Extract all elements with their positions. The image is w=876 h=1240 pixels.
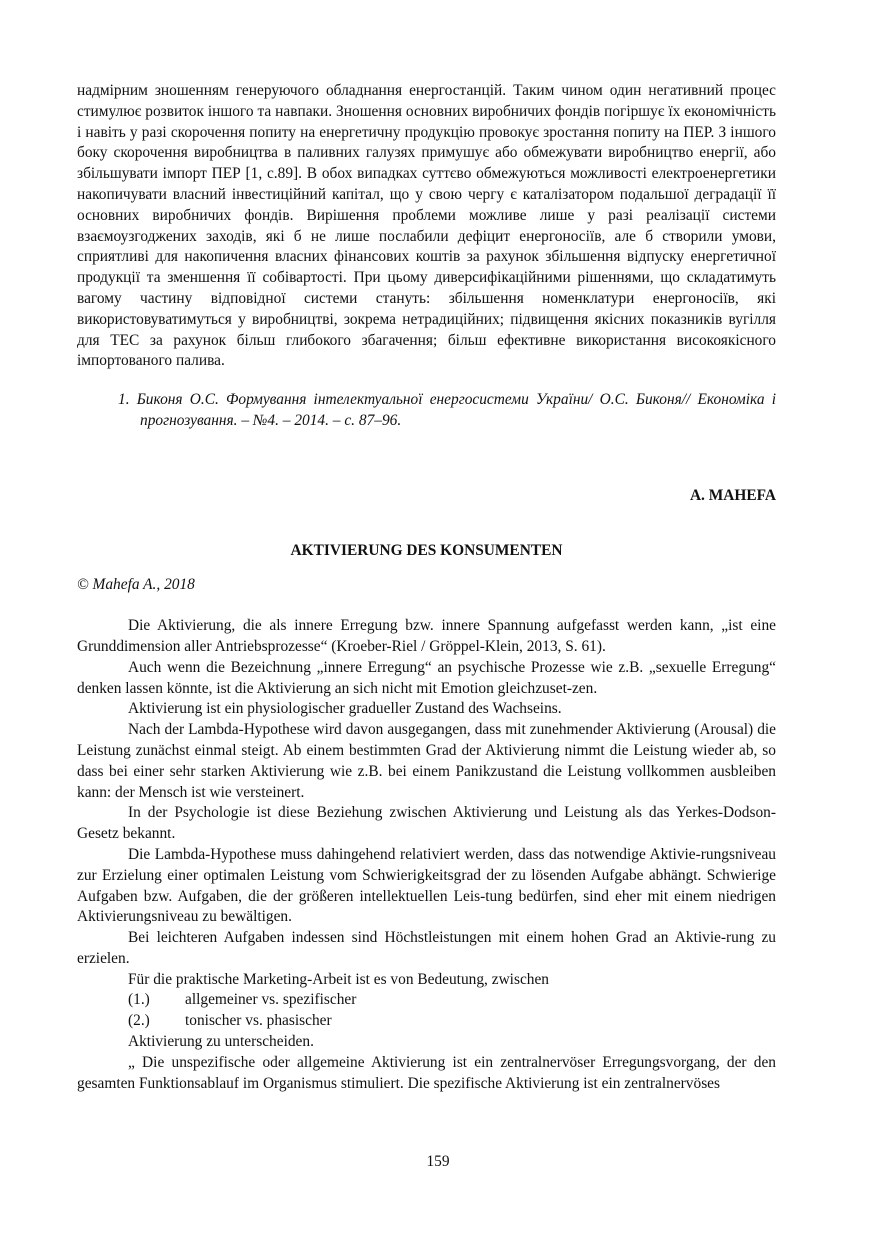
list-number: (2.): [128, 1012, 150, 1030]
body-paragraph: Auch wenn die Bezeichnung „innere Erregung“ an psychische Prozesse wie z.B. „sexuelle Erregung“ denken lassen könnte, ist die Aktivierung an sich nicht mit Emotion gleichzuset-zen.: [77, 658, 776, 697]
body-paragraph: Aktivierung ist ein physiologischer gradueller Zustand des Wachseins.: [128, 700, 562, 718]
article-title: AKTIVIERUNG DES KONSUMENTEN: [290, 541, 563, 559]
copyright-line: © Mahefa A., 2018: [77, 576, 195, 594]
body-paragraph: Die Aktivierung, die als innere Erregung bzw. innere Spannung aufgefasst werden kann, „ist eine Grunddimension aller Antriebsprozesse“ (Kroeber-Riel / Gröppel-Klein, 2013, S. 61).: [77, 617, 776, 655]
body-paragraph: Nach der Lambda-Hypothese wird davon ausgegangen, dass mit zunehmender Aktivierung (Arousal) die Leistung zunächst einmal steigt. Ab einem bestimmten Grad der Aktivierung nimmt die Leistung wieder ab, so dass bei einer sehr starken Aktivierung wie z.B. bei einem Panikzustand die Leistung vollkommen ausbleiben kann: der Mensch ist wie versteinert.: [77, 721, 776, 801]
reference-item: 1. Биконя О.С. Формування інтелектуальної енергосистеми України/ О.С. Биконя// Економіка і прогнозування. – №4. – 2014. – с. 87–96.: [118, 391, 776, 429]
list-text: tonischer vs. phasischer: [185, 1012, 332, 1030]
ukrainian-paragraph: надмірним зношенням генеруючого обладнання енергостанцій. Таким чином один негативний процес стимулює розвиток іншого та навпаки. Зношення основних виробничих фондів погіршує їх економічність і навіть у разі скорочення попиту на енергетичну продукцію провокує зростання попиту на ПЕР. З іншого боку скорочення виробництва в паливних галузях примушує або обмежувати виробництво енергії, або збільшувати імпорт ПЕР [1, с.89]. В обох випадках суттєво обмежуються можливості електроенергетики накопичувати власний інвестиційний капітал, що у свою чергу є каталізатором подальшої деградації її основних виробничих фондів. Вирішення проблеми можливе лише у разі реалізації системи взаємоузгоджених заходів, які б не лише послабили дефіцит енергоносіїв, але б створили умови, сприятливі для накопичення власних фінансових коштів за рахунок збільшення відпуску енергетичної продукції та зменшення її собівартості. При цьому диверсифікаційними рішеннями, що складатимуть вагому частину відповідної системи стануть: збільшення номенклатури енергоносіїв, які використовуватимуться у виробництві, зокрема нетрадиційних; підвищення якісних показників вугілля для ТЕС за рахунок більш глибокого збагачення; більш ефективне використання високоякісного імпортованого палива.: [77, 82, 776, 370]
list-number: (1.): [128, 991, 150, 1009]
body-paragraph: Aktivierung zu unterscheiden.: [128, 1033, 314, 1051]
article-author: A. MAHEFA: [689, 486, 776, 504]
list-item: [77, 990, 776, 1011]
body-paragraph: Die Lambda-Hypothese muss dahingehend relativiert werden, dass das notwendige Aktivie-rungsniveau zur Erzielung einer optimalen Leistung vom Schwierigkeitsgrad der zu lösenden Aufgabe abhängt. Schwierige Aufgaben bzw. Aufgaben, die der größeren intellektuellen Leis-tung bedürfen, sind eher mit einem niedrigen Aktivierungsniveau zu bewältigen.: [77, 845, 776, 926]
body-paragraph: In der Psychologie ist diese Beziehung zwischen Aktivierung und Leistung als das Yerkes-Dodson-Gesetz bekannt.: [77, 804, 776, 843]
page-number: 159: [426, 1153, 450, 1170]
list-text: allgemeiner vs. spezifischer: [185, 991, 357, 1009]
body-paragraph: „ Die unspezifische oder allgemeine Aktivierung ist ein zentralnervöser Erregungsvorgang, der den gesamten Funktionsablauf im Organismus stimuliert. Die spezifische Aktivierung ist ein zentralnervöses: [77, 1053, 776, 1092]
body-paragraph: Für die praktische Marketing-Arbeit ist es von Bedeutung, zwischen: [128, 970, 550, 988]
page-body: [77, 81, 776, 1094]
list-item: [77, 1011, 776, 1032]
body-paragraph: Bei leichteren Aufgaben indessen sind Höchstleistungen mit einem hohen Grad an Aktivie-rung zu erzielen.: [77, 929, 776, 967]
